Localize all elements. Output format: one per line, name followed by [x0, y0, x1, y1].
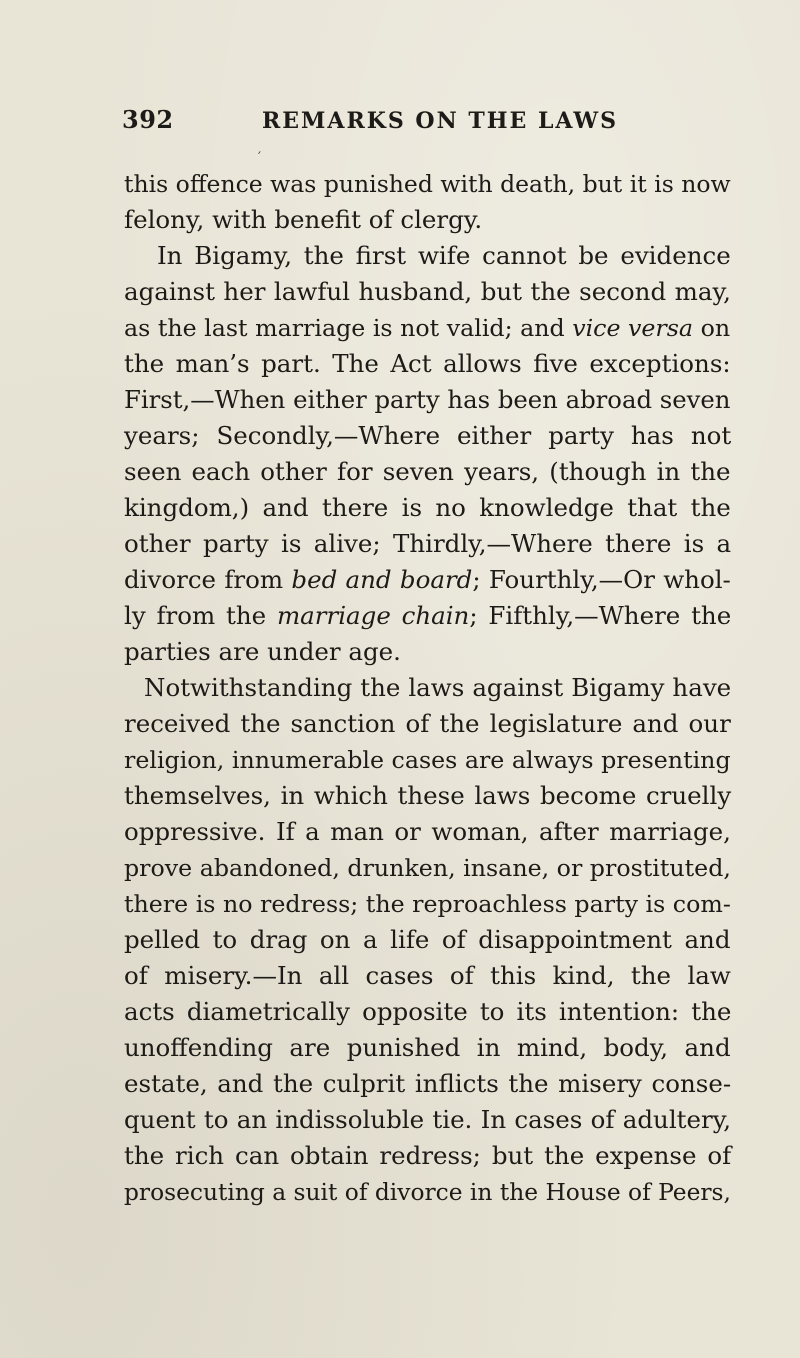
- text-segment: against her lawful husband, but the second may,: [124, 277, 731, 306]
- text-line: [124, 166, 731, 204]
- running-title: REMARKS ON THE LAWS: [262, 108, 618, 134]
- text-line: [124, 598, 731, 636]
- text-line: [124, 418, 731, 456]
- text-line: [124, 1030, 731, 1068]
- text-segment: of misery.—In all cases of this kind, the law: [124, 961, 731, 990]
- text-line: [124, 634, 401, 672]
- text-line: [124, 1102, 731, 1140]
- text-line: [124, 886, 731, 924]
- text-segment: the man’s part. The Act allows five exceptions:: [124, 349, 731, 378]
- text-line: [144, 670, 731, 708]
- text-segment: kingdom,) and there is no knowledge that the: [124, 493, 731, 522]
- text-segment: pelled to drag on a life of disappointment and: [124, 925, 731, 954]
- text-segment: unoffending are punished in mind, body, and: [124, 1033, 731, 1062]
- text-line: [124, 706, 731, 744]
- text-segment: acts diametrically opposite to its intention: the: [124, 997, 732, 1026]
- text-line: [124, 1174, 731, 1212]
- text-line: [124, 454, 731, 492]
- text-segment: First,—When either party has been abroad seven: [124, 385, 731, 414]
- text-segment: themselves, in which these laws become cruelly: [124, 781, 732, 810]
- text-line: [124, 274, 731, 312]
- text-line: [124, 526, 731, 564]
- text-line: [124, 742, 731, 780]
- text-line: [124, 994, 731, 1032]
- text-segment: other party is alive; Thirdly,—Where there is a: [124, 529, 732, 558]
- text-segment: In Bigamy, the first wife cannot be evidence: [157, 241, 731, 270]
- text-line: [124, 850, 731, 888]
- text-segment: years; Secondly,—Where either party has not: [124, 421, 732, 450]
- text-segment: prove abandoned, drunken, insane, or prostituted,: [124, 854, 731, 882]
- text-segment: received the sanction of the legislature and our: [124, 709, 731, 738]
- text-segment: there is no redress; the reproachless party is com-: [124, 890, 731, 918]
- text-segment: felony, with benefit of clergy.: [124, 205, 483, 234]
- text-segment: ; Fourthly,—Or whol-: [472, 565, 731, 594]
- text-segment: ly from the: [124, 601, 277, 630]
- italic-text: marriage chain: [276, 601, 470, 630]
- text-segment: the rich can obtain redress; but the expense of: [124, 1141, 732, 1170]
- text-line: [124, 958, 731, 996]
- text-segment: oppressive. If a man or woman, after marriage,: [124, 817, 731, 846]
- text-line: [124, 922, 731, 960]
- text-line: [124, 814, 731, 852]
- text-line: [124, 562, 731, 600]
- italic-text: bed and board: [291, 565, 473, 594]
- text-line: [124, 310, 730, 348]
- text-line: [124, 778, 731, 816]
- text-segment: divorce from: [124, 565, 292, 594]
- text-segment: prosecuting a suit of divorce in the House of Peers,: [124, 1178, 731, 1206]
- text-segment: on: [693, 314, 731, 342]
- text-line: [124, 1066, 731, 1104]
- page-number: 392: [122, 105, 174, 134]
- text-segment: estate, and the culprit inflicts the misery conse-: [124, 1069, 732, 1098]
- text-line: [124, 1138, 731, 1176]
- text-segment: Notwithstanding the laws against Bigamy have: [144, 673, 732, 702]
- text-line: [124, 202, 482, 240]
- text-segment: quent to an indissoluble tie. In cases of adultery,: [124, 1105, 732, 1134]
- text-segment: ; Fifthly,—Where the: [469, 601, 732, 630]
- italic-text: vice versa: [572, 314, 694, 342]
- text-segment: religion, innumerable cases are always presenting: [124, 746, 731, 774]
- text-segment: this offence was punished with death, but it is now: [124, 170, 731, 198]
- text-segment: parties are under age.: [124, 637, 401, 666]
- text-segment: seen each other for seven years, (though in the: [124, 457, 731, 486]
- text-line: [124, 346, 731, 384]
- text-line: [124, 382, 730, 420]
- stray-ink-mark: ′: [258, 150, 261, 165]
- text-line: [157, 238, 731, 276]
- text-segment: as the last marriage is not valid; and: [124, 314, 573, 342]
- text-line: [124, 490, 731, 528]
